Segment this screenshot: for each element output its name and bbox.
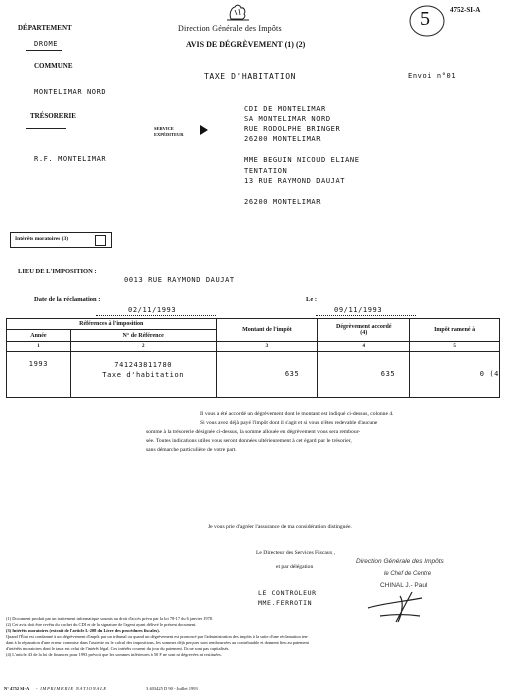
expediteur-line: 26200 MONTELIMAR (244, 135, 322, 143)
footnotes (6, 616, 502, 658)
signature-line2: et par délégation (276, 564, 314, 570)
destinataire-line: 13 RUE RAYMOND DAUJAT (244, 177, 346, 185)
footnote-item: Quand l'État est condamné à un dégrèvement d'impôt par un tribunal ou quand un dégrèvement est prononcé par l'administration des impôts à la suite d'une réclamation ten- (6, 634, 309, 639)
footnote-item: (1) Document produit par un traitement informatique soumis au droit d'accès prévu par la loi 78-17 du 6 janvier 1978. (6, 616, 214, 621)
body-text (146, 410, 476, 455)
table-row (7, 352, 500, 398)
col-number: 4 (318, 342, 410, 352)
destinataire-line: 26200 MONTELIMAR (244, 198, 322, 206)
lieu-value: 0013 RUE RAYMOND DAUJAT (124, 276, 235, 284)
destinataire-line: MME BEGUIN NICOUD ELIANE (244, 156, 360, 164)
commune-value: MONTELIMAR NORD (34, 88, 107, 96)
arrow-right-icon (200, 125, 208, 135)
departement-value: DROME (34, 40, 59, 48)
interets-label: Intérêts moratoires (3) (15, 236, 69, 242)
tresorerie-value: R.F. MONTELIMAR (34, 155, 107, 163)
reclamation-label: Date de la réclamation : (34, 296, 101, 303)
reference-table (6, 318, 500, 398)
destinataire-line (244, 187, 360, 198)
footer-print-ref: 3 403425 D 90 - Juillet 1993 (146, 686, 198, 691)
col-number: 3 (216, 342, 318, 352)
form-number: 5 (420, 8, 430, 30)
cell-montant: 635 (216, 352, 318, 398)
destinataire-address (244, 155, 360, 208)
expediteur-line: CDI DE MONTELIMAR (244, 105, 326, 113)
col-number: 1 (7, 342, 71, 352)
header-degrevement: Dégrèvement accordé (4) (318, 319, 410, 342)
le-date: 09/11/1993 (334, 306, 383, 314)
destinataire-line: TENTATION (244, 166, 288, 175)
signatory-name: MME.FERROTIN (258, 599, 313, 607)
tresorerie-label: TRÉSORERIE (30, 112, 76, 120)
footnote-item: (3) Intérêts moratoires (extrait de l'article L-208 du Livre des procédures fiscales). (6, 628, 160, 633)
cell-reference (70, 352, 216, 398)
header-montant: Montant de l'impôt (216, 319, 318, 342)
lieu-label: LIEU DE L'IMPOSITION : (18, 268, 97, 275)
signatory-block (258, 588, 317, 608)
body-line: Si vous avez déjà payé l'impôt dont il s'agit et si vous n'êtes redevable d'aucune (200, 420, 378, 426)
form-code: 4752-SI-A (450, 6, 481, 14)
cell-annee: 1993 (7, 352, 71, 398)
body-line: sée. Toutes indications utiles vous seront données ultérieurement à cet égard par le trésorier, (146, 438, 352, 444)
body-line: sans démarche particulière de votre part. (146, 447, 237, 453)
header-reference: N° de Référence (70, 330, 216, 342)
cell-ramene: 0 (4 (410, 352, 500, 398)
body-line: Il vous a été accordé un dégrèvement dont le montant est indiqué ci-dessus, colonne 4. (200, 411, 394, 417)
reclamation-date: 02/11/1993 (128, 306, 177, 314)
expediteur-address (244, 104, 340, 144)
signature-line1: Le Directeur des Services Fiscaux , (256, 550, 336, 556)
footnote-item: d'intérêts moratoires dont le taux est celui de l'intérêt légal. Ces intérêts courent du jour du paiement. Ils ne sont pas capitalisés. (6, 646, 230, 651)
departement-underline (26, 50, 62, 51)
salutation: Je vous prie d'agréer l'assurance de ma considération distinguée. (208, 524, 352, 530)
body-line: somme à la trésorerie désignée ci-dessus, la somme allouée en dégrèvement vous sera rembour- (146, 429, 361, 435)
footer-code: N° 4752 SI-A (4, 686, 30, 691)
stamp-direction: Direction Générale des Impôts (356, 558, 444, 565)
reclamation-dotline (96, 315, 216, 316)
footer-printer: - IMPRIMERIE NATIONALE (36, 686, 107, 691)
tresorerie-underline (26, 128, 66, 129)
col-number: 2 (70, 342, 216, 352)
group-header: Références à l'imposition (7, 319, 217, 330)
service-expediteur-label: SERVICE EXPÉDITEUR (154, 126, 184, 137)
cell-degrevement: 635 (318, 352, 410, 398)
le-label: Le : (306, 296, 318, 303)
reference-number: 741243811780 (114, 361, 173, 369)
avis-title: AVIS DE DÉGRÈVEMENT (1) (2) (186, 40, 306, 49)
commune-label: COMMUNE (34, 62, 73, 70)
header-ramene: Impôt ramené à (410, 319, 500, 342)
tax-title: TAXE D'HABITATION (204, 72, 297, 81)
stamp-name: CHINAL J.- Paul (380, 582, 428, 589)
footnote-item: (2) Cet avis doit être revêtu du cachet du CDI et de la signature de l'agent ayant délivré le présent document. (6, 622, 197, 627)
direction-title: Direction Générale des Impôts (178, 24, 282, 33)
marianne-logo (225, 2, 251, 22)
le-dotline (316, 315, 416, 316)
signatory-title: LE CONTROLEUR (258, 589, 317, 597)
col-number: 5 (410, 342, 500, 352)
envoi-number: Envoi n°01 (408, 72, 457, 80)
footnote-item: dant à la réparation d'une erreur commise dans l'assiette ou le calcul des impositions, les sommes déjà perçues sont remboursées au contribuable et donnent lieu au paiement (6, 640, 309, 645)
expediteur-line: SA MONTELIMAR NORD (244, 115, 331, 123)
departement-label: DÉPARTEMENT (18, 24, 72, 32)
interets-moratoires-box (10, 232, 112, 248)
stamp-chef: le Chef de Centre (384, 571, 432, 577)
reference-sub: Taxe d'habitation (102, 371, 185, 379)
header-annee: Année (7, 330, 71, 342)
form-number-circle (408, 4, 446, 38)
footnote-item: (4) L'article 43 de la loi de finances pour 1993 prévoit que les sommes inférieures à 50 F ne sont ni dégrevées ni restituées. (6, 652, 222, 657)
interets-checkbox[interactable] (95, 235, 106, 246)
expediteur-line: RUE RODOLPHE BRINGER (244, 125, 341, 133)
